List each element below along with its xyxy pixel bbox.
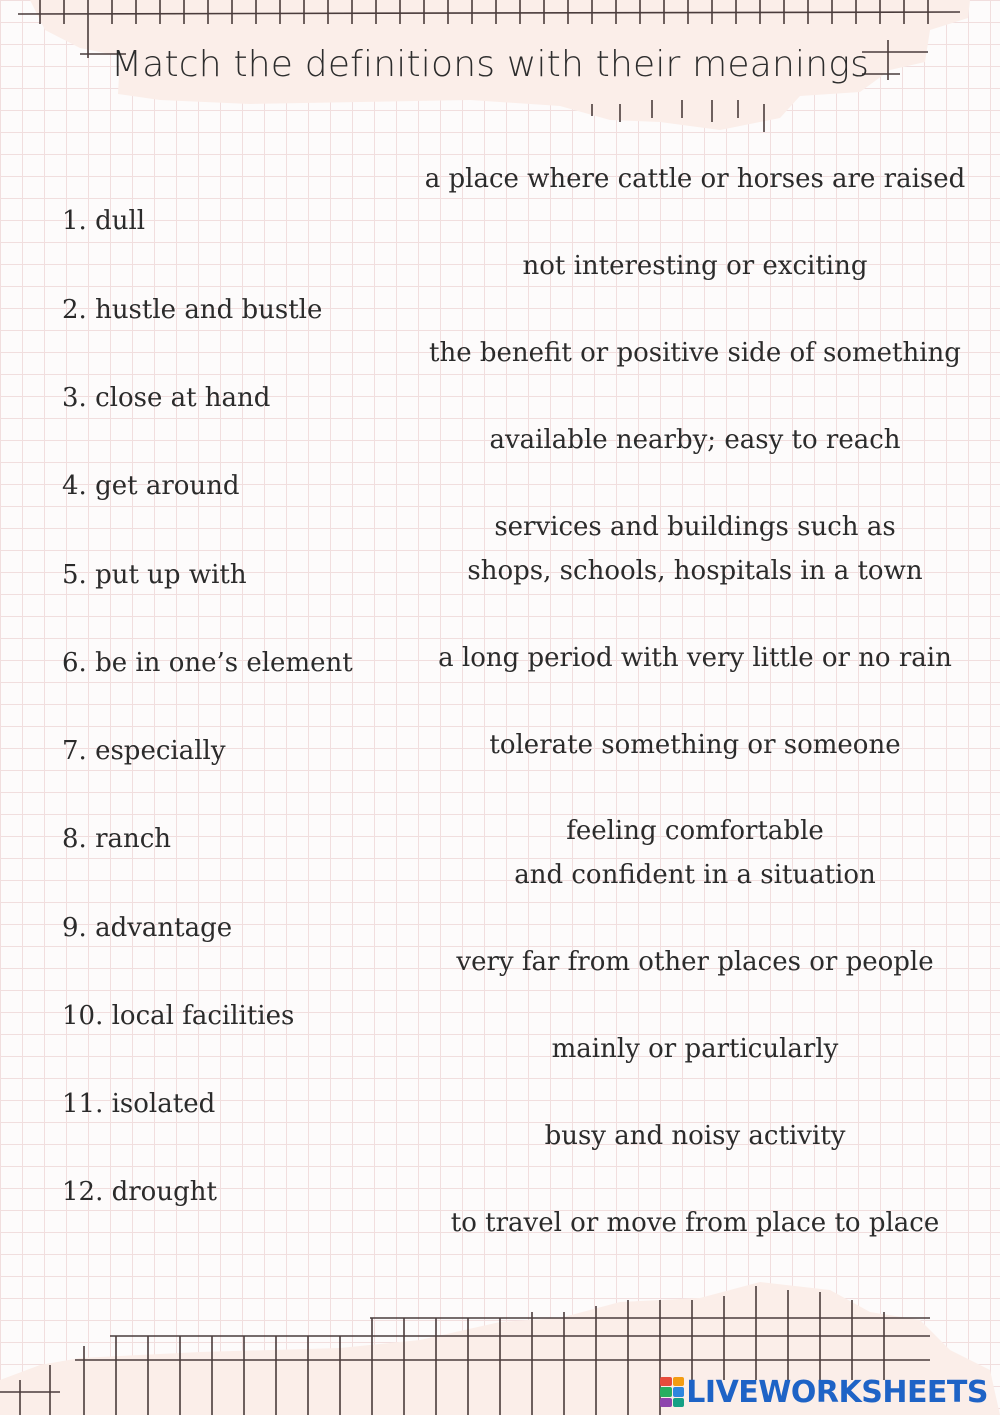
definition-text: the benefit or positive side of something [429, 338, 961, 368]
definition-item[interactable] [390, 636, 1000, 680]
term-item: 12. drought [62, 1177, 217, 1207]
term-item: 10. local facilities [62, 1001, 295, 1031]
definition-item[interactable] [390, 418, 1000, 462]
term-item: 3. close at hand [62, 383, 271, 413]
term-item: 4. get around [62, 471, 240, 501]
logo-badge-icon [660, 1377, 684, 1407]
definition-text: a long period with very little or no rain [438, 643, 952, 673]
term-item: 9. advantage [62, 913, 233, 943]
term-item: 11. isolated [62, 1089, 216, 1119]
term-item: 5. put up with [62, 560, 247, 590]
definition-text: tolerate something or someone [489, 730, 901, 760]
definition-text: busy and noisy activity [544, 1121, 846, 1151]
page-title: Match the definitions with their meanings [110, 44, 870, 85]
definition-item[interactable] [390, 505, 1000, 593]
definition-text: available nearby; easy to reach [489, 425, 901, 455]
definition-text: and confident in a situation [514, 860, 876, 890]
term-item: 6. be in one’s element [62, 648, 353, 678]
term-item: 7. especially [62, 736, 226, 766]
definition-text: services and buildings such as [494, 512, 896, 542]
definition-text: to travel or move from place to place [450, 1208, 940, 1238]
definition-text: very far from other places or people [456, 947, 934, 977]
definition-item[interactable] [390, 1114, 1000, 1158]
definition-item[interactable] [390, 809, 1000, 897]
definition-item[interactable] [390, 244, 1000, 288]
term-item: 2. hustle and bustle [62, 295, 323, 325]
definition-item[interactable] [390, 157, 1000, 201]
liveworksheets-logo[interactable] [660, 1372, 988, 1412]
definition-item[interactable] [390, 1027, 1000, 1071]
term-item: 1. dull [62, 206, 146, 236]
definition-item[interactable] [390, 1201, 1000, 1245]
definition-text: mainly or particularly [551, 1034, 839, 1064]
definition-item[interactable] [390, 940, 1000, 984]
term-item: 8. ranch [62, 824, 172, 854]
definition-item[interactable] [390, 723, 1000, 767]
definition-item[interactable] [390, 331, 1000, 375]
definition-text: not interesting or exciting [522, 251, 868, 281]
definition-text: feeling comfortable [566, 816, 824, 846]
definition-text: shops, schools, hospitals in a town [467, 556, 923, 586]
definition-text: a place where cattle or horses are raised [424, 164, 966, 194]
logo-text: LIVEWORKSHEETS [686, 1374, 988, 1410]
